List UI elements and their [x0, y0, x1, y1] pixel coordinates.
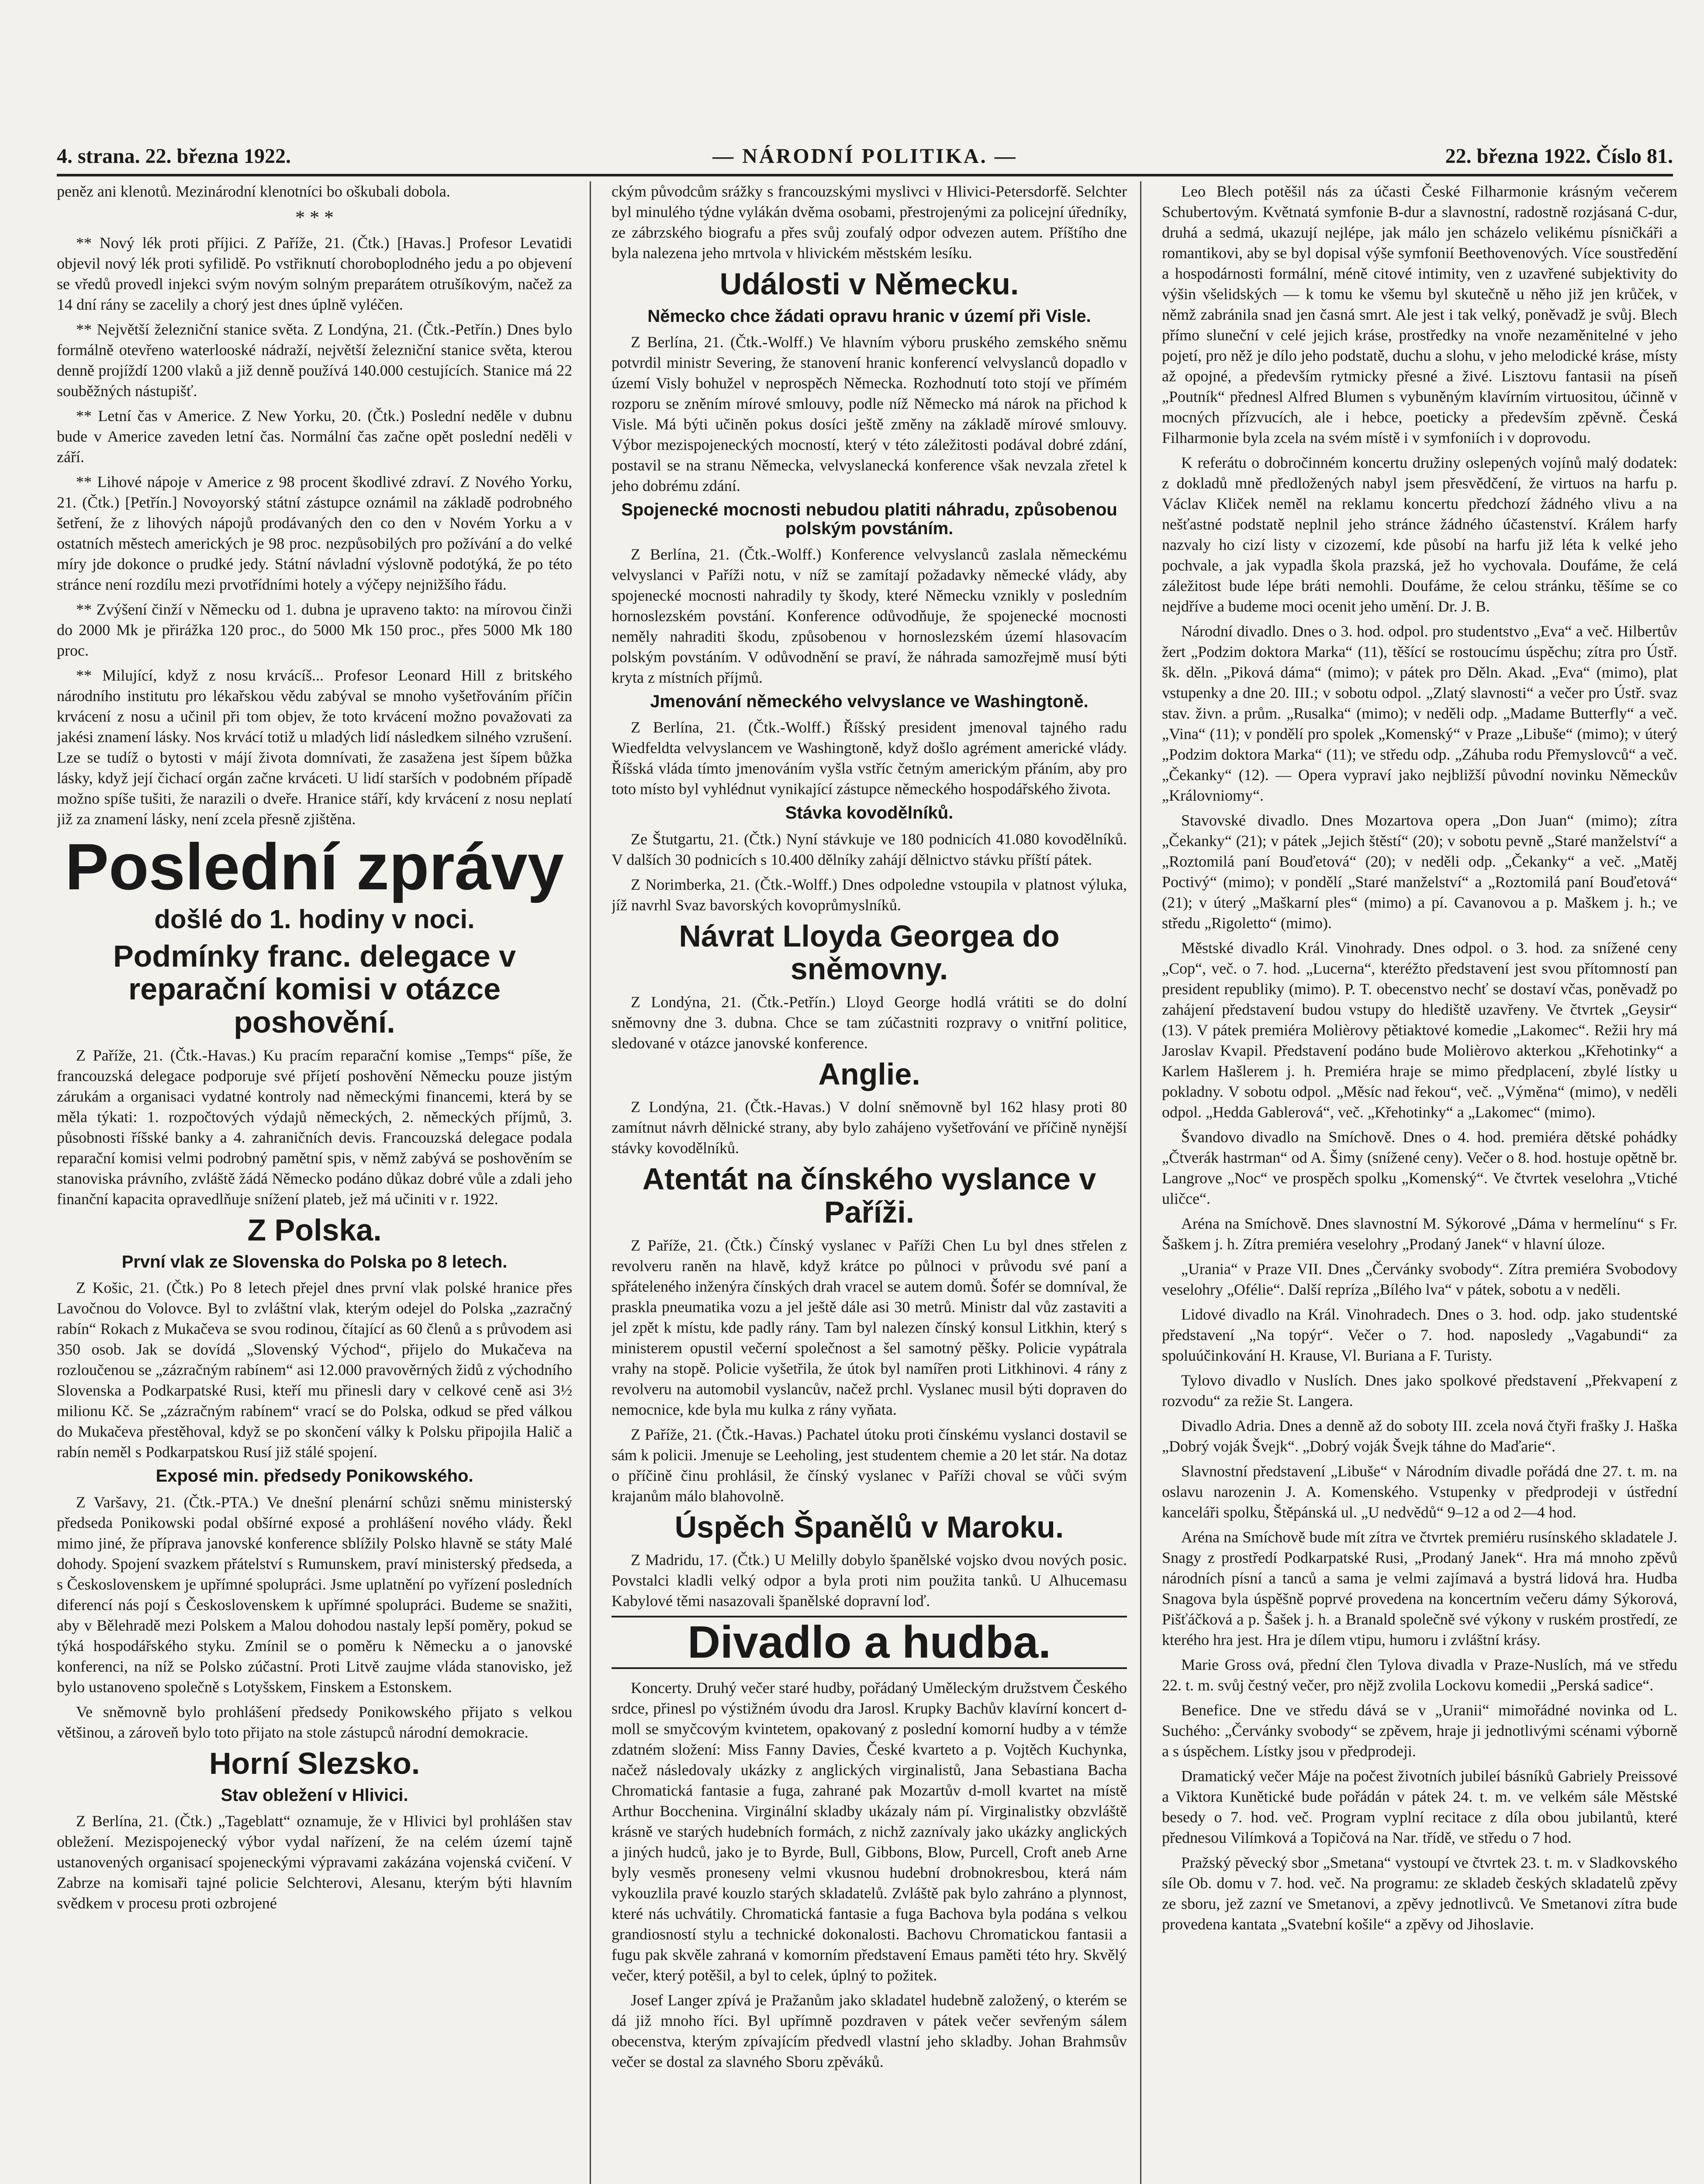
article-paragraph: „Urania“ v Praze VII. Dnes „Červánky svobody“. Zítra premiéra Svobodovy veselohry „Ofélie“. Další repríza „Bílého lva“ v pátek, sobotu a v neděli. [1162, 1260, 1677, 1298]
article-paragraph: Leo Blech potěšil nás za účasti České Filharmonie krásným večerem Schubertovým. Květnatá symfonie B-dur a slavnostní, radostně rozjásaná C-dur, druhá a sedmá, ukazují nejlépe, jak málo jen scházelo velikému písničkáři a romantikovi, aby se byl dopisal výše symfonií Beethovenových. Více soustředění a hospodárnosti formální, méně citové intimity, ven z uzavřené subjektivity do výšin všelidských — k tomu ke všemu byl skutečně u něho již jen krůček, v němž zabránila snad jen časná smrt. Ale jest i tak velký, poněvadž je svůj. Blech přímo sluneční v celé jejich kráse, prostředky na vnoře nezaměnitelné v jeho pojetí, pro něž je dílo jeho podstatě, duchu a slohu, v jeho melodické kráse, místy až opojné, a především rytmicky přesné a živé. Lisztovu fantasii na píseň „Poutník“ přednesl Alfred Blumen s vybuněným klavírním virtuositou, účinně v mocných přízvucích, ale i hebce, poeticky a především zpěvně. Česká Filharmonie byla zcela na svém místě i v symfoniích i v doprovodu. [1162, 183, 1677, 446]
article-paragraph: Z Berlína, 21. (Čtk.) „Tageblatt“ oznamuje, že v Hlivici byl prohlášen stav obležení. Mezispojenecký výbor vydal nařízení, že na celém území tajně ustanovených organisací spojeneckými výpravami zakázána vojenská cvičení. V Zabrze na komisaři tajné policie Selchterovi, Alesanu, kterým býti hlavním svědkem v procesu proti ozbrojené [57, 1812, 572, 1912]
article-paragraph: Lidové divadlo na Král. Vinohradech. Dnes o 3. hod. odp. jako studentské představení „Na topýr“. Večer o 7. hod. naposledy „Vagabundi“ za spoluúčinkování H. Krause, Vl. Buriana a F. Turisty. [1162, 1306, 1677, 1364]
column-divider [1140, 181, 1141, 2184]
article-paragraph: Ze Štutgartu, 21. (Čtk.) Nyní stávkuje ve 180 podnicích 41.080 kovodělníků. V dalších 30 podnicích s 10.400 dělníky zahájí dělnictvo stávku příští pátek. [612, 830, 1127, 868]
article-paragraph: Aréna na Smíchově. Dnes slavnostní M. Sýkorové „Dáma v hermelínu“ s Fr. Šaškem j. h. Zítra premiéra veselohry „Prodaný Janek“ v hlavní úloze. [1162, 1215, 1677, 1253]
headline: Horní Slezsko. [209, 1746, 420, 1780]
article-paragraph: Divadlo Adria. Dnes a denně až do soboty III. zcela nová čtyři frašky J. Haška „Dobrý voják Švejk“. „Dobrý voják Švejk táhne do Maďarie“. [1162, 1417, 1677, 1455]
article-paragraph: ** Lihové nápoje v Americe z 98 procent škodlivé zdraví. Z Nového Yorku, 21. (Čtk.) [Petřín.] Novoyorský státní zástupce oznámil na základě podrobného šetření, že z lihových nápojů prodávaných den co den v Novém Yorku a v ostatních městech amerických je 98 proc. nezpůsobilých pro požívání a do velké míry jde dokonce o prudké jedy. Státní návladní výslovně podotýká, že po této stránce není rozdílu mezi prvotřídními hotely a výčepy nejnižšího řádu. [57, 473, 572, 593]
article-paragraph: Z Berlína, 21. (Čtk.-Wolff.) Ve hlavním výboru pruského zemského sněmu potvrdil ministr Severing, že stanovení hranic konferencí velvyslanců dopadlo v území Visly bohužel v neprospěch Německa. Rozhodnutí toto stojí ve přímém rozporu se zněním mírové smlouvy, podle níž Německo má nárok na přichod k Visle. Má býti učiněn pokus dosíci ještě změny na základě mírové smlouvy. Výbor mezispojeneckých mocností, který v této záležitosti podával dobré zdání, postavil se na stranu Německa, velvyslanecká konference však nevzala zřetel k jeho dobrému zdání. [612, 333, 1127, 494]
issue-date-and-number: 22. března 1922. Číslo 81. [1445, 145, 1673, 168]
page-number-and-date: 4. strana. 22. března 1922. [57, 145, 291, 168]
headline: Exposé min. předsedy Ponikowského. [156, 1466, 474, 1486]
article-paragraph: Z Varšavy, 21. (Čtk.-PTA.) Ve dnešní plenární schůzi sněmu ministerský předseda Ponikowski podal obšírné exposé a prohlášení nového vlády. Řekl mimo jiné, že příprava janovské konference sblížily Polsko hlavně se státy Malé dohody. Spojení svazkem přátelství s Rumunskem, praví ministerský předseda, a s Československem je upřímné spolupráci. Jsme uplatnění po vyřízení posledních diferencí nás pojí s Československem k upřímné spolupráci. Budeme se snažiti, aby v Bělehradě mezi Polskem a Malou dohodou nastaly lepší poměry, pokud se týká hospodářského styku. Zmínil se o poměru k Německu a o janovské konferenci, na níž se Polsko zúčastní. Proti Litvě zaujme vláda stanovisko, jež bylo ustanoveno společně s Lotyšskem, Finskem a Estonskem. [57, 1493, 572, 1696]
article-paragraph: peněz ani klenotů. Mezinárodní klenotníci bo oškubali dobola. [57, 183, 450, 200]
article-paragraph: Aréna na Smíchově bude mít zítra ve čtvrtek premiéru rusínského skladatele J. Snagy z prostředí Podkarpatské Rusi, „Prodaný Janek“. Hra má mnoho zpěvů národních písní a tanců a sama je velmi zajímavá a bystrá lidová hra. Hudba Snagova byla úspěšně poprvé provedena na koncertním večeru dámy Sýkorová, Pišťáčková a p. Šašek j. h. a Branald společně své výkony v ruském prostředí, ze kterého hra jest. Hra je dílem vtipu, humoru i zvláštní krásy. [1162, 1528, 1677, 1648]
headline: Z Polska. [247, 1213, 382, 1247]
masthead-rule [57, 174, 1673, 176]
article-paragraph: Z Berlína, 21. (Čtk.-Wolff.) Říšský president jmenoval tajného radu Wiedfeldta velvyslancem ve Washingtoně, když došlo agrément americké vlády. Říšská vláda tímto jmenováním vyšla vstříc četným americkým přáním, aby pro toto místo byl vyhlédnut vynikající zástupce německého hospodářského života. [612, 719, 1127, 798]
article-paragraph: Z Berlína, 21. (Čtk.-Wolff.) Konference velvyslanců zaslala německému velvyslanci v Paříži notu, v níž se zamítají požadavky německé vlády, aby spojenecké mocnosti nahradily ty škody, které Německu vznikly v posledním hornoslezském povstání. Konference odůvodňuje, že spojenecké mocnosti neměly nahraditi škodu, způsobenou v hornoslezském území hlasovacím polským povstáním. V odůvodnění se praví, že náhrada samozřejmě musí býti kryta z místních příjmů. [612, 546, 1127, 687]
headline: Úspěch Španělů v Maroku. [674, 1510, 1064, 1544]
headline: Stav obležení v Hlivici. [221, 1786, 408, 1805]
article-paragraph: ckým původcům srážky s francouzskými myslivci v Hlivici-Petersdorfě. Selchter byl minulého týdne vylákán dvěma osobami, přestrojenými za policejní úředníky, ze zábrzského biografu a přes svůj zoufalý odpor odvezen autem. Příštího dne byla nalezena jeho mrtvola v hlivickém městském lesíku. [612, 183, 1127, 262]
headline: První vlak ze Slovenska do Polska po 8 letech. [121, 1252, 508, 1272]
article-paragraph: Z Londýna, 21. (Čtk.-Petřín.) Lloyd George hodlá vrátiti se do dolní sněmovny dne 3. dubna. Chce se tam zúčastniti rozpravy o vnitřní politice, sledované v otázce janovské konference. [612, 993, 1127, 1052]
section-banner: Divadlo a hudba. [612, 1616, 1127, 1669]
article-paragraph: Josef Langer zpívá je Pražanům jako skladatel hudebně založený, o kterém se dá již mnoho říci. Byl upřímně pozdraven v pátek večer sevřeným sálem obecenstva, kterým zpívajícím předvedl vlastní jeho skladby. Johan Brahmsův večer se dostal za slavného Sboru zpěváků. [612, 1991, 1127, 2071]
article-paragraph: Koncerty. Druhý večer staré hudby, pořádaný Uměleckým družstvem Českého srdce, přinesl po výstižném úvodu dra Jarosl. Krupky Bachův klavírní koncert d-moll se smyčcovým kvintetem, opakovaný z poslední komorní hudby a v témže zdatném složení: Miss Fanny Davies, České kvarteto a p. Vojtěch Kuchynka, načež následovaly ukázky z anglických virginalistů, Jana Sebastiana Bacha Chromatická fantasie a fuga, zahrané pak Mozartův d-moll kvartet na místě Arthur Bocchenina. Virginální skladby ukázaly nám pí. Virginalistky obzvláště krásně ve starých hudebních formách, z nichž zaznívaly jako ukázky anglických a jiných hudců, jako je to Byrde, Bull, Gibbons, Blow, Purcell, Croft aneb Arne byly vesměs proneseny velmi vkusnou hudební drobnokresbou, která nám vykouzlila pravé kouzlo starých skladatelů. Zvláště pak bylo zahráno a plynnost, které nás uchvátily. Chromatická fantasie a fuga Bachova byla podána s velkou grandiosností stylu a technické dokonalosti. Bachovu Chromatickou fantasii a fugu pak skvěle zahraná v komorním představení Emaus paměti této hry. Skvělý večer, který potěšil, a byl to celek, úplný to požitek. [612, 1679, 1127, 1984]
headline: Německo chce žádati opravu hranic v území při Visle. [647, 306, 1091, 326]
headline: Jmenování německého velvyslance ve Washingtoně. [650, 692, 1089, 712]
article-paragraph: Slavnostní představení „Libuše“ v Národním divadle pořádá dne 27. t. m. na oslavu narozenin J. A. Komenského. Vstupenky v předprodeji v ústřední kanceláři spolku, Štěpánská ul. „U nedvědů“ 9–12 a od 2—4 hod. [1162, 1462, 1677, 1521]
article-paragraph: K referátu o dobročinném koncertu družiny oslepených vojínů malý dodatek: z dokladů mně předložených nabyl jsem přesvědčení, že virtuos na harfu p. Václav Kliček neměl na reklamu koncertu předchozí žádného vlivu a na nešťastné podstatě neplnil jeho stránce žádného účastenství. Králem harfy nazvaly ho cizí listy v cizozemí, kde působí na harfu již léta k velké jeho pochvale, a jak vypadla škola prazská, jež ho vychovala. Doufáme, že celá záležitost bude lépe bráti nemohli. Doufáme, že celou stránku, těšíme se co nejdříve a budeme moci ocenit jeho umění. Dr. J. B. [1162, 454, 1677, 615]
headline: Návrat Lloyda Georgea do sněmovny. [679, 919, 1060, 986]
headline: Události v Německu. [719, 267, 1019, 301]
section-separator: * * * [295, 207, 334, 228]
article-paragraph: ** Zvýšení činží v Německu od 1. dubna je upraveno takto: na mírovou činži do 2000 Mk je přirážka 120 proc., do 5000 Mk 150 proc., přes 5000 Mk 180 proc. [57, 601, 572, 659]
column-2 [612, 181, 1127, 2184]
article-paragraph: Městské divadlo Král. Vinohrady. Dnes odpol. o 3. hod. za snížené ceny „Cop“, več. o 7. hod. „Lucerna“, kteréžto představení jest svou přítomností pan president republiky (mimo). P. T. obecenstvo nechť se dostaví včas, poněvadž po zahájení představení budou vstupy do hlediště uzavřeny. Ve čtvrtek „Geysir“ (13). V pátek premiéra Molièrovy pětiaktové komedie „Lakomec“. Režii hry má Jaroslav Kvapil. Představení podáno bude Molièrovo akterkou „Křehotinky“ a Karlem Hašlerem j. h. Premiéra hraje se mimo předplacení, zbylé lístky u pokladny. V sobotu odpol. „Měsíc nad řekou“, več. „Výměna“ (mimo), v neděli odpol. „Hedda Gablerová“, več. „Křehotinky“ a „Lakomec“ (mimo). [1162, 939, 1677, 1121]
headline: Spojenecké mocnosti nebudou platiti náhradu, způsobenou polským povstáním. [621, 500, 1117, 538]
article-paragraph: Stavovské divadlo. Dnes Mozartova opera „Don Juan“ (mimo); zítra „Čekanky“ (21); v pátek „Jejich štěstí“ (20); v sobotu pevně „Staré manželství“ a „Roztomilá paní Bouďetová“ (20); v neděli odp. „Čekanky“ a več. „Matěj Poctivý“ (mimo); v pondělí „Staré manželství“ a „Roztomilá paní Bouďetová“ (21); v úterý „Maškarní ples“ (mimo) a pí. Cavanovou a p. Maškem j. h.; ve středu „Rigoletto“ (mimo). [1162, 812, 1677, 932]
article-paragraph: Z Londýna, 21. (Čtk.-Havas.) V dolní sněmovně byl 162 hlasy proti 80 zamítnut návrh dělnické strany, aby bylo zahájeno vyšetřování ve příčině nynější stávky kovodělníků. [612, 1098, 1127, 1157]
article-paragraph: Z Norimberka, 21. (Čtk.-Wolff.) Dnes odpoledne vstoupila v platnost výluka, jíž navrhl Svaz bavorských kovoprůmyslníků. [612, 875, 1127, 914]
headline: Podmínky franc. delegace v reparační komisi v otázce poshovění. [113, 939, 516, 1039]
article-paragraph: ** Nový lék proti příjici. Z Paříže, 21. (Čtk.) [Havas.] Profesor Levatidi objevil nový lék proti syfilidě. Po vstřiknutí choroboplodného jedu a po objevení se vředů provedl injekci svým novým solným preparátem otrušíkovým, načež za 14 dní rány se zacelily a chorý jest dnes úplně vyléčen. [57, 234, 572, 313]
article-paragraph: Z Košic, 21. (Čtk.) Po 8 letech přejel dnes první vlak polské hranice přes Lavočnou do Volovce. Byl to zvláštní vlak, kterým odejel do Polska „zazračný rabín“ Rokach z Mukačeva se svou rodinou, čítající as 60 členů a s průvodem asi 350 osob. Jak se dovídá „Slovenský Východ“, přijelo do Mukačeva na rozloučenou se „zázračným rabínem“ asi 12.000 pravověrných židů z východního Slovenska a Podkarpatské Rusi, kteří mu přinesli dary v celkové ceně asi 3½ milionu Kč. Se „zázračným rabínem“ vrací se do Polska, odkud se před válkou do Mukačeva přestěhoval, když se po skončení války k Polsku připojila Halič a rabín neměl s Podkarpatskou Rusí již stálé spojení. [57, 1279, 572, 1461]
article-paragraph: Národní divadlo. Dnes o 3. hod. odpol. pro studentstvo „Eva“ a več. Hilbertův žert „Podzim doktora Marka“ (11), těšící se rostoucímu úspěchu; zítra pro Ústř. šk. děln. „Piková dáma“ (mimo); v pátek pro Děln. Akad. „Eva“ (mimo), plat vstupenky a dne 20. III.; v sobotu odpol. „Zlatý slavnosti“ a večer pro Ústř. svaz stav. živn. a prům. „Rusalka“ (mimo); v neděli odp. „Madame Butterfly“ a več. „Vina“ (11); v pondělí pro spolek „Komenský“ v Praze „Libuše“ (mimo); v úterý „Podzim doktora Marka“ (11); ve středu odp. „Záhuba rodu Přemyslovců“ a več. „Čekanky“ (12). — Opera vypraví jako nejbližší původní novinku Německův „Královniomy“. [1162, 622, 1677, 804]
article-paragraph: ** Letní čas v Americe. Z New Yorku, 20. (Čtk.) Poslední neděle v dubnu bude v Americe zaveden letní čas. Normální čas začne opět poslední neděli v září. [57, 407, 572, 466]
column-divider [590, 181, 591, 2184]
article-paragraph: Z Paříže, 21. (Čtk.-Havas.) Ku pracím reparační komise „Temps“ píše, že francouzská delegace podporuje své příjetí poshovění Německu pouze jistým zárukám a organisaci vydatné kontroly nad německými financemi, která by se měla týkati: 1. rozpočtových výdajů německých, 2. německých příjmů, 3. působnosti říšské banky a 4. zahraničních devis. Francouzská delegace podala reparační komisi velmi podrobný pamětní spis, v němž zabývá se poshověním se stanoviska právního, zvláště žádá Německo podáno důkaz dobré vůle a zdali jeho finanční kapacita opravedlňuje snížení plateb, jež má učiniti v r. 1922. [57, 1046, 572, 1208]
article-paragraph: Švandovo divadlo na Smíchově. Dnes o 4. hod. premiéra dětské pohádky „Čtverák hastrman“ od A. Šimy (snížené ceny). Večer o 8. hod. hostuje opětně br. Langrove „Noc“ ve prospěch spolku „Komenský“. Ve čtvrtek veselohra „Vtiché uličce“. [1162, 1128, 1677, 1207]
article-paragraph: Tylovo divadlo v Nuslích. Dnes jako spolkové představení „Překvapení z rozvodu“ za režie St. Langera. [1162, 1372, 1677, 1410]
headline: Atentát na čínského vyslance v Paříži. [642, 1162, 1096, 1229]
headline: Anglie. [818, 1057, 920, 1091]
article-paragraph: Dramatický večer Máje na počest životních jubileí básníků Gabriely Preissové a Viktora Kunětické bude pořádán v pátek 24. t. m. ve velkém sále Městské besedy o 7. hod. več. Program vyplní recitace z díla obou jubilantů, které přednesou Vilímková a Topičová na Nar. třídě, ve středu o 7 hod. [1162, 1767, 1677, 1846]
article-paragraph: Ve sněmovně bylo prohlášení předsedy Ponikowského přijato s velkou většinou, a zároveň bylo toto přijato na stole zástupců národní demokracie. [57, 1703, 572, 1741]
article-paragraph: Z Paříže, 21. (Čtk.-Havas.) Pachatel útoku proti čínskému vyslanci dostavil se sám k policii. Jmenuje se Leeholing, jest studentem chemie a 20 let stár. Na dotaz o příčině činu prohlásil, že čínský vyslanec v Paříži choval se vůči svým krajanům málo blahovolně. [612, 1425, 1127, 1505]
article-paragraph: Pražský pěvecký sbor „Smetana“ vystoupí ve čtvrtek 23. t. m. v Sladkovského síle Ob. domu v 7. hod. več. Na programu: ze skladeb českých skladatelů zpěvy ze sboru, jež zazní ve Smetanovi, a zpěvy jednotlivců. Ve Smetanovi zítra bude provedena kantata „Svatební košile“ a zpěvy od Jihoslavie. [1162, 1854, 1677, 1933]
headline: došlé do 1. hodiny v noci. [154, 905, 475, 934]
article-paragraph: Z Madridu, 17. (Čtk.) U Melilly dobylo španělské vojsko dvou nových posic. Povstalci kladli velký odpor a byla proti nim použita tanků. U Alhucemasu Kabylové těmi nasazovali španělské dopravní loď. [612, 1551, 1127, 1610]
article-paragraph: ** Největší železniční stanice světa. Z Londýna, 21. (Čtk.-Petřín.) Dnes bylo formálně otevřeno waterlooské nádraží, největší železniční stanice světa, kterou denně projíždí 1200 vlaků a již denně používá 140.000 cestujících. Stanice má 22 souběžných nástupišť. [57, 321, 572, 400]
headline: Poslední zprávy [65, 830, 564, 903]
column-1 [57, 181, 572, 2184]
newspaper-title: — NÁRODNÍ POLITIKA. — [712, 145, 1017, 168]
article-paragraph: ** Milující, když z nosu krvácíš... Profesor Leonard Hill z britského národního institutu pro lékařskou vědu zabýval se mnoho vyšetřováním příčin krvácení z nosu a učinil při tom objev, že toto krvácení možno považovati za jakési znamení lásky. Nos krvácí totiž u mladých lidí následkem silného vzrušení. Lze se tudíž o bytosti v májí života domnívati, že zasažena jest šípem bůžka lásky, když její čichací orgán začne krváceti. U lidí starších v podobném případě možno spíše tušiti, že narazili o dveře. Hranice stáří, kdy krvácení z nosu neplatí již za znamení lásky, není zcela přesně zjištěna. [57, 667, 572, 828]
article-paragraph: Benefice. Dne ve středu dává se v „Uranii“ mimořádné novinka od L. Suchého: „Červánky svobody“ se zpěvem, hraje ji jednotlivými scénami výborně a s úspěchem. Lístky jsou v předprodeji. [1162, 1701, 1677, 1760]
column-3 [1162, 181, 1677, 2184]
article-paragraph: Z Paříže, 21. (Čtk.) Čínský vyslanec v Paříži Chen Lu byl dnes střelen z revolveru raněn na hlavě, když krátce po půlnoci v průvodu své paní a spřáteleného inženýra čínských drah vracel se autem domů. Šofér se domníval, že praskla pneumatika vozu a jel ještě dále asi 30 metrů. Ministr dal vůz zastaviti a jel zpět k místu, kde padly rány. Tam byl nalezen čínský konsul Litkhin, který s ministerem opustil večerní společnost a šel samotný pěšky. Policie vypátrala vrahy na stopě. Policie vyšetřila, že útok byl namířen proti Litkhinovi. 4 rány z revolveru na automobil vyslancův, načež prchl. Vyslanec musil býti dopraven do nemocnice, kde byla mu kulka z rány vyňata. [612, 1236, 1127, 1418]
headline: Stávka kovodělníků. [785, 803, 954, 823]
article-paragraph: Marie Gross ová, přední člen Tylova divadla v Praze-Nuslích, má ve středu 22. t. m. svůj čestný večer, pro nějž zvolila Lockovu komedii „Perská sadice“. [1162, 1656, 1677, 1694]
